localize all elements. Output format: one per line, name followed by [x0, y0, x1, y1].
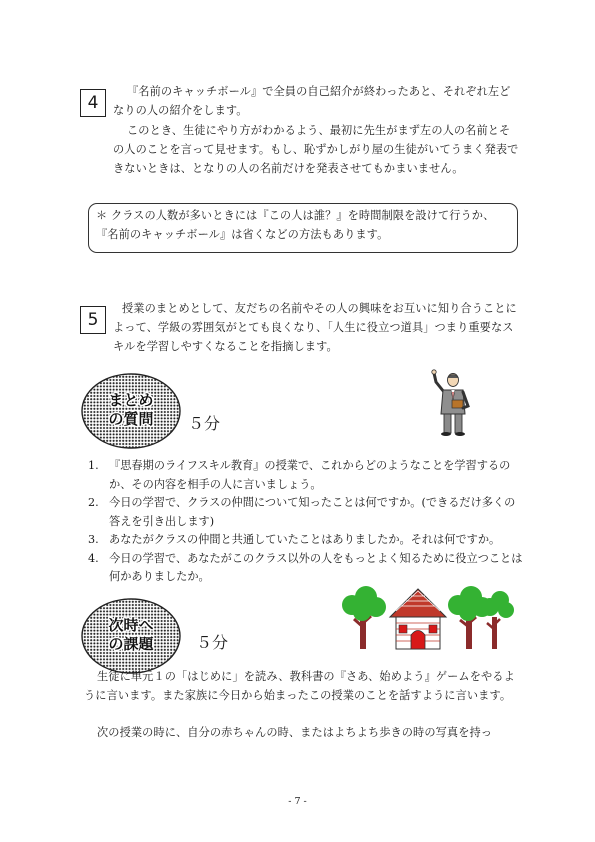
summary-badge-line-2: の質問	[108, 410, 154, 428]
question-number: 2.	[88, 496, 99, 509]
question-text: 今日の学習で、クラスの仲間について知ったことは何ですか。(できるだけ多くの答えを引き出します)	[109, 496, 516, 528]
question-text: あなたがクラスの仲間と共通していたことはありましたか。それは何ですか。	[109, 533, 501, 546]
section-4-para-2: このとき、生徒にやり方がわかるよう、最初に先生がまず左の人の名前とその人のことを言って見せます。もし、恥ずかしがり屋の生徒がいてうまく発表できないときは、となりの人の名前だけを発表させてもかまいません。	[113, 124, 519, 175]
summary-badge	[80, 372, 182, 450]
next-badge	[80, 597, 182, 675]
list-item	[84, 550, 524, 587]
section-5-para: 授業のまとめとして、友だちの名前やその人の興味をお互いに知り合うことによって、学級の雰囲気がとても良くなり、「人生に役立つ道具」つまり重要なスキルを学習しやすくなることを指摘します。	[113, 302, 517, 353]
next-minutes: ５分	[196, 633, 229, 652]
section-5-number: 5	[80, 306, 106, 334]
note-text: ＊ クラスの人数が多いときには『この人は誰？』を時間制限を設けて行うか、『名前のキャッチボール』は省くなどの方法もあります。	[96, 209, 495, 241]
section-4-para-1: 『名前のキャッチボール』で全員の自己紹介が終わったあと、それぞれ左どなりの人の紹介をします。	[113, 85, 511, 117]
question-number: 4.	[88, 551, 99, 565]
next-para-1: 生徒に単元１の「はじめに」を読み、教科書の『さあ、始めよう』ゲームをやるように言います。また家族に今日から始まったこの授業のことを話すように言います。	[84, 670, 515, 702]
question-text: 今日の学習で、あなたがこのクラス以外の人をもっとよく知るために役立つことは何かありましたか。	[109, 551, 523, 583]
list-item	[84, 494, 524, 531]
list-item	[84, 457, 524, 494]
next-badge-line-2: の課題	[108, 635, 154, 653]
question-number: 1.	[88, 459, 99, 472]
teacher-figure-icon	[430, 368, 480, 438]
list-item	[84, 531, 524, 550]
question-number: 3.	[88, 533, 99, 546]
next-badge-line-1: 次時へ	[108, 616, 154, 634]
house-with-trees-icon	[340, 585, 520, 655]
page-number: - 7 -	[288, 796, 307, 807]
section-4-number: 4	[80, 89, 106, 117]
question-text: 『思春期のライフスキル教育』の授業で、これからどのようなことを学習するのか、その内容を相手の人に言いましょう。	[109, 459, 511, 491]
summary-minutes: ５分	[188, 414, 221, 433]
summary-badge-line-1: まとめ	[108, 391, 154, 409]
summary-question-list	[84, 457, 524, 587]
next-para-2: 次の授業の時に、自分の赤ちゃんの時、またはよちよち歩きの時の写真を持っ	[97, 726, 493, 739]
